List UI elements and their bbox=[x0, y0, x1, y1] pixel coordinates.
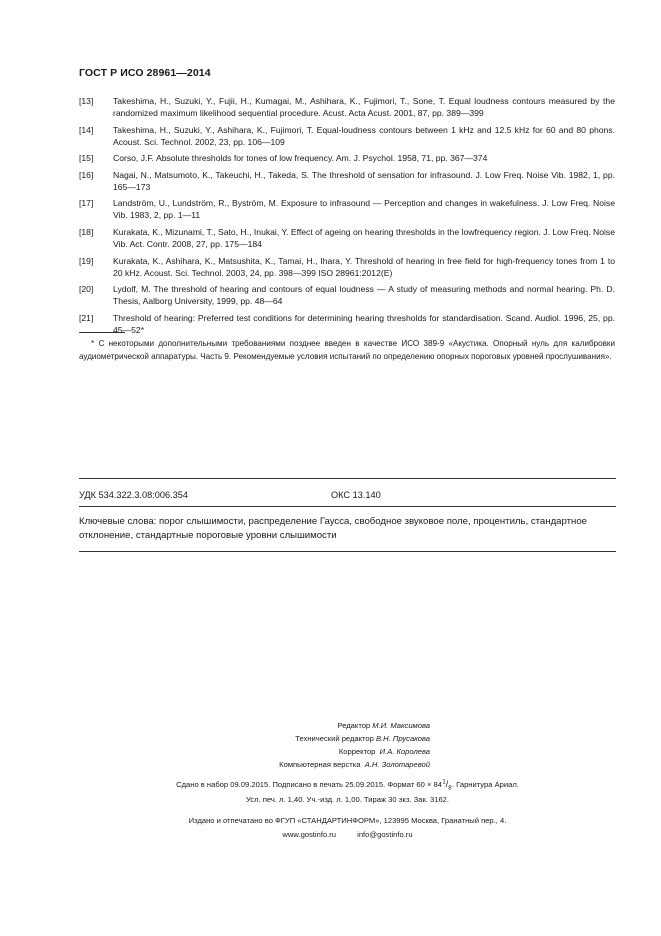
reference-item bbox=[79, 95, 615, 119]
document-header: ГОСТ Р ИСО 28961—2014 bbox=[79, 67, 211, 79]
staff-person: А.Н. Золотаревой bbox=[364, 760, 430, 769]
bibliography-list bbox=[79, 95, 615, 340]
imprint-publisher: Издано и отпечатано во ФГУП «СТАНДАРТИНФОРМ», 123995 Москва, Гранатный пер., 4. bbox=[188, 816, 507, 825]
reference-text: Threshold of hearing: Preferred test conditions for determining hearing thresholds for standardisation. Scand. Audiol. 1996, 25, pp. 45—52* bbox=[113, 312, 615, 335]
reference-item bbox=[79, 226, 615, 250]
website-link[interactable]: www.gostinfo.ru bbox=[282, 830, 337, 839]
editorial-staff bbox=[230, 719, 430, 771]
staff-person: В.Н. Прусакова bbox=[376, 734, 430, 743]
staff-row bbox=[230, 719, 430, 732]
imprint-line-2: Усл. печ. л. 1,40. Уч.-изд. л. 1,00. Тираж 30 экз. Зак. 3162. bbox=[245, 795, 450, 804]
divider-middle bbox=[79, 506, 616, 507]
imprint-dates-format: Сдано в набор 09.09.2015. Подписано в печать 25.09.2015. Формат 60 × 84 bbox=[176, 780, 442, 789]
format-numerator: 1 bbox=[442, 779, 446, 786]
staff-row bbox=[230, 732, 430, 745]
divider-top bbox=[79, 478, 616, 479]
reference-number: [15] bbox=[79, 153, 94, 164]
reference-number: [21] bbox=[79, 312, 94, 323]
reference-number: [20] bbox=[79, 284, 94, 295]
reference-number: [18] bbox=[79, 226, 94, 237]
footnote: * С некоторыми дополнительными требованиями позднее введен в качестве ИСО 389-9 «Акустика. Опорный нуль для калибровки аудиометрической аппаратуры. Часть 9. Рекомендуемые условия испытаний по определению опорных пороговых уровней прослушивания». bbox=[79, 339, 615, 361]
reference-number: [14] bbox=[79, 124, 94, 135]
reference-item bbox=[79, 169, 615, 193]
reference-text: Kurakata, K., Ashihara, K., Matsushita, K., Tamai, H., Ihara, Y. Threshold of hearing in free field for high-frequency tones from 1 to 20 kHz. Acoust. Sci. Technol. 2003, 24, pp. 398—399 ISO 28961:2012(E) bbox=[113, 255, 615, 278]
reference-text: Lydolf, M. The threshold of hearing and contours of equal loudness — A study of measuring methods and normal hearing. Ph. D. Thesis, Aalborg University, 1999, pp. 48—64 bbox=[113, 284, 615, 307]
reference-text: Landström, U., Lundström, R., Byström, M. Exposure to infrasound — Perception and changes in wakefulness. J. Low Freq. Noise Vib. 1983, 2, pp. 1—11 bbox=[113, 198, 615, 221]
reference-number: [16] bbox=[79, 169, 94, 180]
reference-item bbox=[79, 255, 615, 279]
reference-text: Takeshima, H., Suzuki, Y., Ashihara, K., Fujimori, T. Equal-loudness contours between 1 kHz and 12.5 kHz for 60 and 80 phons. Acoust. Sci. Technol. 2002, 23, pp. 106—109 bbox=[113, 124, 615, 147]
reference-number: [17] bbox=[79, 198, 94, 209]
email-link[interactable]: info@gostinfo.ru bbox=[357, 830, 413, 839]
reference-item bbox=[79, 124, 615, 148]
reference-text: Kurakata, K., Mizunami, T., Sato, H., Inukai, Y. Effect of ageing on hearing thresholds in the lowfrequency region. J. Low Freq. Noise Vib. Act. Contr. 2008, 27, pp. 175—184 bbox=[113, 226, 615, 249]
imprint-font: . Гарнитура Ариал. bbox=[451, 780, 519, 789]
keywords: Ключевые слова: порог слышимости, распределение Гаусса, свободное звуковое поле, процентиль, стандартное отклонение, стандартные пороговые уровни слышимости bbox=[79, 516, 587, 541]
reference-number: [19] bbox=[79, 255, 94, 266]
staff-row bbox=[230, 758, 430, 771]
format-denominator: 8 bbox=[448, 785, 452, 792]
staff-role: Технический редактор bbox=[295, 734, 374, 743]
reference-item bbox=[79, 312, 615, 336]
imprint-line-1 bbox=[79, 779, 616, 792]
reference-item bbox=[79, 283, 615, 307]
staff-person: И.А. Королева bbox=[379, 747, 430, 756]
staff-role: Корректор bbox=[338, 747, 376, 756]
reference-text: Corso, J.F. Absolute thresholds for tones of low frequency. Am. J. Psychol. 1958, 71, pp. 367—374 bbox=[113, 153, 488, 164]
staff-row bbox=[230, 745, 430, 758]
udc-code: УДК 534.322.3.08:006.354 bbox=[79, 490, 188, 500]
imprint-contacts bbox=[79, 830, 616, 839]
reference-item bbox=[79, 197, 615, 221]
reference-text: Nagai, N., Matsumoto, K., Takeuchi, H., Takeda, S. The threshold of sensation for infrasound. J. Low Freq. Noise Vib. 1982, 1, pp. 165—173 bbox=[113, 169, 615, 192]
divider-bottom bbox=[79, 551, 616, 552]
reference-item bbox=[79, 152, 615, 164]
oks-code: ОКС 13.140 bbox=[331, 490, 381, 500]
reference-number: [13] bbox=[79, 96, 94, 106]
staff-role: Редактор bbox=[337, 721, 371, 730]
footnote-divider bbox=[79, 332, 125, 333]
staff-person: М.И. Максимова bbox=[372, 721, 430, 730]
staff-role: Компьютерная верстка bbox=[279, 760, 361, 769]
reference-text: Takeshima, H., Suzuki, Y., Fujii, H., Kumagai, M., Ashihara, K., Fujimori, T., Sone, T. Equal loudness contours measured by the randomized maximum likelihood sequential procedure. Acust. Acta Acust. 2001, 87, pp. 389—399 bbox=[113, 96, 615, 118]
format-fraction: $^1/_8$ bbox=[442, 779, 452, 792]
